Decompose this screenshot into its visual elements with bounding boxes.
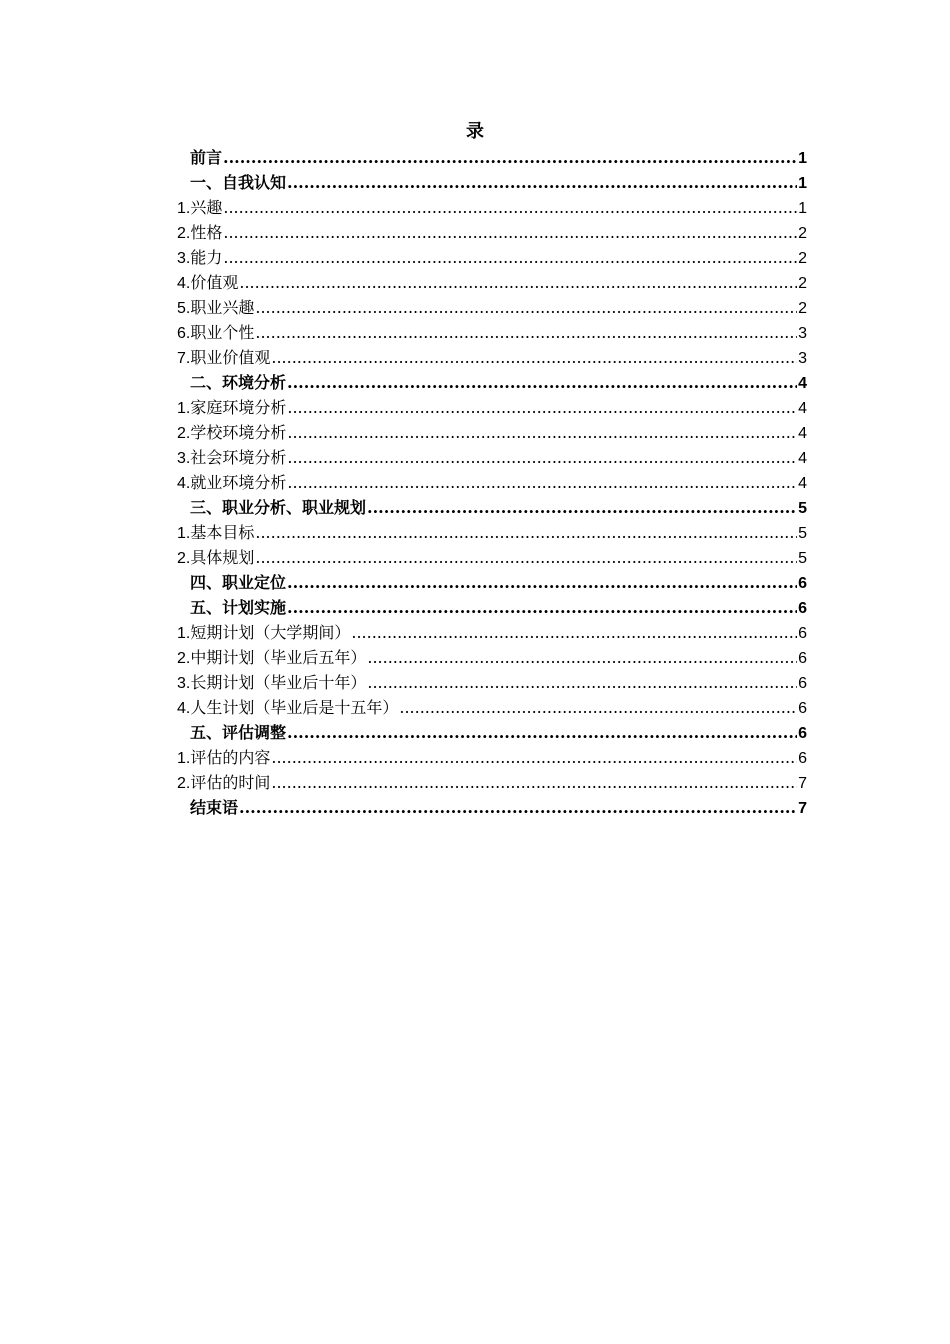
toc-page-number: 7 — [798, 800, 807, 817]
toc-dot-leader — [351, 620, 797, 645]
toc-page-number: 6 — [798, 600, 807, 617]
toc-subentry[interactable] — [177, 395, 807, 420]
toc-heading-entry[interactable] — [177, 370, 807, 395]
toc-entry-number: 1. — [177, 400, 191, 417]
toc-entry-text: 职业兴趣 — [190, 298, 255, 317]
toc-page-number: 5 — [798, 500, 807, 517]
toc-subentry[interactable] — [177, 620, 807, 645]
toc-entry-label — [177, 695, 398, 720]
toc-page-number: 6 — [798, 625, 807, 642]
toc-entry-label — [177, 295, 254, 320]
toc-entry-label — [177, 245, 222, 270]
toc-heading-entry[interactable] — [177, 570, 807, 595]
toc-entry-text: 基本目标 — [190, 523, 255, 542]
toc-dot-leader — [223, 220, 797, 245]
toc-page-number: 6 — [798, 750, 807, 767]
toc-entry-text: 兴趣 — [190, 198, 223, 217]
toc-dot-leader — [287, 445, 797, 470]
toc-page-number: 6 — [798, 575, 807, 592]
toc-entry-label — [190, 495, 366, 520]
toc-subentry[interactable] — [177, 695, 807, 720]
toc-entry-label — [190, 595, 286, 620]
toc-entry-text: 中期计划（毕业后五年） — [190, 648, 367, 667]
toc-page-number: 1 — [798, 150, 807, 167]
toc-dot-leader — [255, 295, 797, 320]
toc-page-number: 6 — [798, 675, 807, 692]
toc-entry-label — [177, 220, 222, 245]
toc-entry-text: 一、自我认知 — [190, 173, 287, 192]
toc-dot-leader — [399, 695, 797, 720]
toc-entry-number: 1. — [177, 525, 191, 542]
toc-dot-leader — [223, 245, 797, 270]
toc-entry-number: 7. — [177, 350, 191, 367]
toc-page-number: 2 — [798, 250, 807, 267]
toc-dot-leader — [287, 170, 797, 195]
toc-subentry[interactable] — [177, 220, 807, 245]
toc-page-number: 5 — [798, 550, 807, 567]
toc-subentry[interactable] — [177, 320, 807, 345]
toc-page-number: 6 — [798, 700, 807, 717]
toc-subentry[interactable] — [177, 445, 807, 470]
toc-entry-label — [177, 770, 270, 795]
toc-subentry[interactable] — [177, 245, 807, 270]
toc-dot-leader — [287, 570, 797, 595]
toc-dot-leader — [287, 470, 797, 495]
toc-entry-number: 3. — [177, 675, 191, 692]
toc-entry-text: 社会环境分析 — [190, 448, 287, 467]
toc-entry-number: 3. — [177, 250, 191, 267]
toc-subentry[interactable] — [177, 545, 807, 570]
toc-dot-leader — [367, 495, 797, 520]
toc-page-number: 3 — [798, 325, 807, 342]
toc-subentry[interactable] — [177, 195, 807, 220]
toc-entry-label — [177, 545, 254, 570]
toc-subentry[interactable] — [177, 270, 807, 295]
toc-subentry[interactable] — [177, 520, 807, 545]
toc-dot-leader — [223, 145, 797, 170]
toc-dot-leader — [287, 595, 797, 620]
toc-page-number: 2 — [798, 300, 807, 317]
toc-entry-label — [177, 745, 270, 770]
toc-entry-text: 就业环境分析 — [190, 473, 287, 492]
toc-subentry[interactable] — [177, 295, 807, 320]
toc-dot-leader — [287, 420, 797, 445]
toc-dot-leader — [287, 720, 797, 745]
toc-entry-label — [177, 320, 254, 345]
toc-entry-text: 前言 — [190, 148, 223, 167]
toc-entry-text: 评估的时间 — [190, 773, 271, 792]
toc-entry-label — [177, 645, 366, 670]
toc-subentry[interactable] — [177, 670, 807, 695]
toc-entry-text: 三、职业分析、职业规划 — [190, 498, 367, 517]
toc-entry-number: 1. — [177, 750, 191, 767]
toc-entry-number: 3. — [177, 450, 191, 467]
toc-entry-label — [177, 470, 286, 495]
toc-entry-text: 具体规划 — [190, 548, 255, 567]
toc-entry-text: 五、评估调整 — [190, 723, 287, 742]
toc-dot-leader — [239, 795, 797, 820]
toc-entry-text: 能力 — [190, 248, 223, 267]
toc-dot-leader — [223, 195, 797, 220]
toc-page-number: 6 — [798, 725, 807, 742]
toc-subentry[interactable] — [177, 770, 807, 795]
toc-heading-entry[interactable] — [177, 170, 807, 195]
toc-heading-entry[interactable] — [177, 720, 807, 745]
toc-page-number: 1 — [798, 175, 807, 192]
toc-subentry[interactable] — [177, 420, 807, 445]
toc-dot-leader — [255, 545, 797, 570]
toc-entry-number: 2. — [177, 225, 191, 242]
toc-dot-leader — [271, 345, 797, 370]
toc-entry-label — [177, 520, 254, 545]
toc-entry-number: 4. — [177, 700, 191, 717]
toc-entry-text: 人生计划（毕业后是十五年） — [190, 698, 399, 717]
toc-page-number: 5 — [798, 525, 807, 542]
toc-entry-number: 2. — [177, 425, 191, 442]
toc-dot-leader — [271, 770, 797, 795]
toc-entry-number: 6. — [177, 325, 191, 342]
toc-dot-leader — [239, 270, 797, 295]
toc-page-number: 7 — [798, 775, 807, 792]
toc-page-number: 2 — [798, 225, 807, 242]
toc-dot-leader — [287, 370, 797, 395]
toc-page-number: 4 — [798, 425, 807, 442]
table-of-contents — [177, 145, 807, 820]
toc-dot-leader — [287, 395, 797, 420]
toc-entry-text: 职业价值观 — [190, 348, 271, 367]
toc-subentry[interactable] — [177, 745, 807, 770]
toc-entry-label — [177, 445, 286, 470]
toc-entry-text: 二、环境分析 — [190, 373, 287, 392]
toc-entry-label — [177, 670, 366, 695]
toc-dot-leader — [367, 645, 797, 670]
toc-heading-entry[interactable] — [177, 495, 807, 520]
toc-entry-label — [177, 620, 350, 645]
toc-entry-label — [177, 420, 286, 445]
toc-entry-number: 2. — [177, 550, 191, 567]
toc-page-number: 4 — [798, 400, 807, 417]
toc-entry-text: 四、职业定位 — [190, 573, 287, 592]
toc-dot-leader — [255, 520, 797, 545]
toc-entry-number: 4. — [177, 275, 191, 292]
toc-page-number: 1 — [798, 200, 807, 217]
toc-page-number: 6 — [798, 650, 807, 667]
toc-page-number: 4 — [798, 450, 807, 467]
toc-entry-text: 价值观 — [190, 273, 239, 292]
toc-entry-number: 2. — [177, 775, 191, 792]
toc-entry-number: 2. — [177, 650, 191, 667]
toc-entry-text: 性格 — [190, 223, 223, 242]
toc-dot-leader — [271, 745, 797, 770]
toc-entry-text: 短期计划（大学期间） — [190, 623, 351, 642]
toc-page-number: 3 — [798, 350, 807, 367]
toc-page-number: 2 — [798, 275, 807, 292]
toc-entry-number: 5. — [177, 300, 191, 317]
toc-dot-leader — [367, 670, 797, 695]
toc-entry-label — [177, 195, 222, 220]
toc-entry-number: 1. — [177, 200, 191, 217]
toc-heading-entry[interactable] — [177, 595, 807, 620]
toc-entry-label — [190, 370, 286, 395]
toc-title: 录 — [466, 121, 484, 142]
toc-entry-label — [177, 345, 270, 370]
toc-entry-label — [190, 570, 286, 595]
toc-entry-label — [190, 720, 286, 745]
toc-entry-label — [190, 795, 238, 820]
toc-entry-text: 学校环境分析 — [190, 423, 287, 442]
toc-entry-text: 长期计划（毕业后十年） — [190, 673, 367, 692]
toc-heading-entry[interactable] — [177, 795, 807, 820]
toc-entry-text: 评估的内容 — [190, 748, 271, 767]
toc-entry-number: 4. — [177, 475, 191, 492]
toc-dot-leader — [255, 320, 797, 345]
toc-subentry[interactable] — [177, 345, 807, 370]
toc-entry-label — [177, 270, 238, 295]
toc-subentry[interactable] — [177, 645, 807, 670]
toc-entry-text: 结束语 — [190, 798, 239, 817]
toc-subentry[interactable] — [177, 470, 807, 495]
toc-entry-label — [177, 395, 286, 420]
toc-page-number: 4 — [798, 475, 807, 492]
toc-page-number: 4 — [798, 375, 807, 392]
toc-entry-text: 家庭环境分析 — [190, 398, 287, 417]
toc-entry-label — [190, 145, 222, 170]
toc-entry-label — [190, 170, 286, 195]
toc-entry-text: 五、计划实施 — [190, 598, 287, 617]
toc-entry-text: 职业个性 — [190, 323, 255, 342]
toc-entry-number: 1. — [177, 625, 191, 642]
toc-heading-entry[interactable] — [177, 145, 807, 170]
